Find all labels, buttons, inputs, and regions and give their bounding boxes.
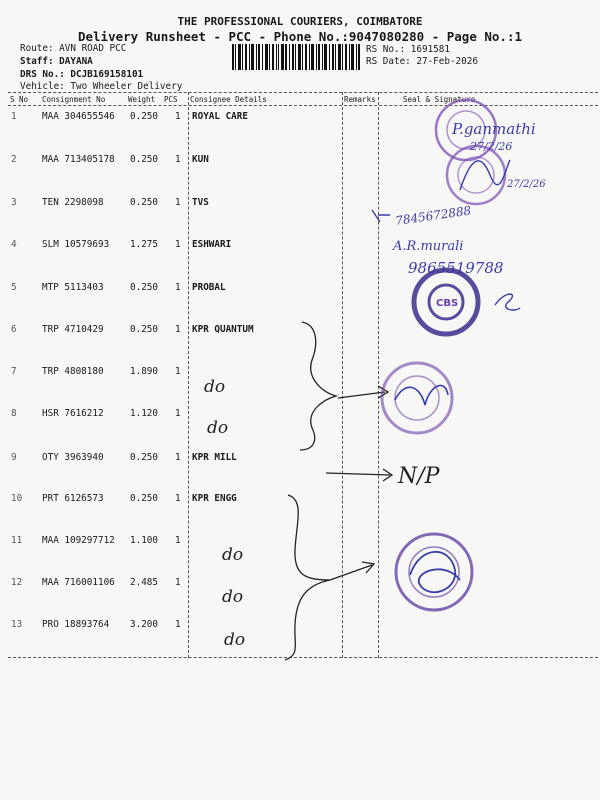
row-sno: 2 <box>11 154 17 165</box>
row-consignee: KPR ENGG <box>192 493 237 504</box>
row-pcs: 1 <box>175 535 181 546</box>
row-weight: 1.120 <box>130 408 158 419</box>
table-row <box>8 361 598 405</box>
row-consignee: ESHWARI <box>192 239 232 250</box>
row-consignment: TEN 2298098 <box>42 197 104 208</box>
row-consignee: KUN <box>192 154 209 165</box>
row-sno: 4 <box>11 239 17 250</box>
row-pcs: 1 <box>175 111 181 122</box>
row-pcs: 1 <box>175 366 181 377</box>
row-pcs: 1 <box>175 577 181 588</box>
vehicle-label: Vehicle: Two Wheeler Delivery <box>20 81 183 92</box>
row-weight: 1.100 <box>130 535 158 546</box>
row-weight: 0.250 <box>130 493 158 504</box>
row-pcs: 1 <box>175 408 181 419</box>
row-consignment: HSR 7616212 <box>42 408 104 419</box>
row-weight: 0.250 <box>130 154 158 165</box>
phone-row4: 9865519788 <box>408 259 504 277</box>
row-pcs: 1 <box>175 282 181 293</box>
col-header-pcs: PCS <box>164 95 178 104</box>
phone-row3: 7845672888 <box>394 203 473 228</box>
row-consignee: KPR QUANTUM <box>192 324 254 335</box>
table-row <box>8 149 598 193</box>
col-header-sno: S No <box>10 95 29 104</box>
row-weight: 1.275 <box>130 239 158 250</box>
stamp-cbs-label: CBS <box>436 298 459 309</box>
col-header-seal: Seal & Signature <box>403 95 476 104</box>
table-row <box>8 277 598 321</box>
name-row4: A.R.murali <box>393 239 464 254</box>
col-header-consignment: Consignment No <box>42 95 106 104</box>
col-header-consignee: Consignee Details <box>190 95 267 104</box>
row-sno: 12 <box>11 577 23 588</box>
row-pcs: 1 <box>175 452 181 463</box>
ditto-row12: do <box>222 587 244 607</box>
runsheet-table <box>8 92 598 658</box>
row-consignment: MAA 109297712 <box>42 535 115 546</box>
ditto-row7: do <box>204 377 226 397</box>
row-weight: 1.890 <box>130 366 158 377</box>
row-weight: 3.200 <box>130 619 158 630</box>
row-consignment: PRO 18893764 <box>42 619 110 630</box>
ditto-row13: do <box>224 630 246 650</box>
table-row <box>8 192 598 236</box>
row-consignee: ROYAL CARE <box>192 111 248 122</box>
rs-number: RS No.: 1691581 <box>366 44 450 55</box>
route-label: Route: AVN ROAD PCC <box>20 43 127 54</box>
row-sno: 10 <box>11 493 23 504</box>
staff-label: Staff: DAYANA <box>20 56 93 67</box>
row-weight: 0.250 <box>130 111 158 122</box>
table-top-border <box>8 92 598 93</box>
row-pcs: 1 <box>175 154 181 165</box>
drs-number: DRS No.: DCJB169158101 <box>20 69 144 80</box>
runsheet-title: THE PROFESSIONAL COURIERS, COIMBATORE <box>177 15 423 28</box>
ditto-row8: do <box>207 418 229 438</box>
barcode-icon <box>232 44 360 70</box>
col-header-weight: Weight <box>128 95 156 104</box>
row-consignment: TRP 4710429 <box>42 324 104 335</box>
row-weight: 2.485 <box>130 577 158 588</box>
table-row <box>8 234 598 278</box>
row-pcs: 1 <box>175 239 181 250</box>
row-sno: 1 <box>11 111 17 122</box>
row-sno: 7 <box>11 366 17 377</box>
date-row1: 27/2/26 <box>470 140 513 153</box>
row-pcs: 1 <box>175 619 181 630</box>
row-sno: 11 <box>11 535 23 546</box>
row-sno: 8 <box>11 408 17 419</box>
row-weight: 0.250 <box>130 324 158 335</box>
rs-date: RS Date: 27-Feb-2026 <box>366 56 478 67</box>
table-row <box>8 488 598 532</box>
row-consignee: TVS <box>192 197 209 208</box>
col-header-remarks: Remarks <box>344 95 376 104</box>
row-consignment: MTP 5113403 <box>42 282 104 293</box>
row-consignee: KPR MILL <box>192 452 237 463</box>
row-consignment: MAA 304655546 <box>42 111 115 122</box>
row-pcs: 1 <box>175 197 181 208</box>
table-row <box>8 106 598 150</box>
table-row <box>8 447 598 491</box>
row-consignment: TRP 4808180 <box>42 366 104 377</box>
row-sno: 5 <box>11 282 17 293</box>
row-sno: 3 <box>11 197 17 208</box>
signature-row1: P.ganmathi <box>452 120 536 138</box>
row-consignment: OTY 3963940 <box>42 452 104 463</box>
row-weight: 0.250 <box>130 282 158 293</box>
table-row <box>8 319 598 363</box>
table-row <box>8 614 598 658</box>
row-consignment: MAA 713405178 <box>42 154 115 165</box>
row-consignment: SLM 10579693 <box>42 239 110 250</box>
row-pcs: 1 <box>175 324 181 335</box>
not-present-note: N/P <box>398 464 440 489</box>
ditto-row11: do <box>222 545 244 565</box>
row-sno: 9 <box>11 452 17 463</box>
row-sno: 13 <box>11 619 23 630</box>
table-row <box>8 403 598 447</box>
row-weight: 0.250 <box>130 197 158 208</box>
row-consignee: PROBAL <box>192 282 226 293</box>
row-sno: 6 <box>11 324 17 335</box>
row-consignment: MAA 716001106 <box>42 577 115 588</box>
date-row2: 27/2/26 <box>507 179 546 190</box>
row-pcs: 1 <box>175 493 181 504</box>
row-weight: 0.250 <box>130 452 158 463</box>
table-row <box>8 530 598 574</box>
runsheet-subtitle: Delivery Runsheet - PCC - Phone No.:9047080280 - Page No.:1 <box>77 29 522 44</box>
table-row <box>8 572 598 616</box>
row-consignment: PRT 6126573 <box>42 493 104 504</box>
